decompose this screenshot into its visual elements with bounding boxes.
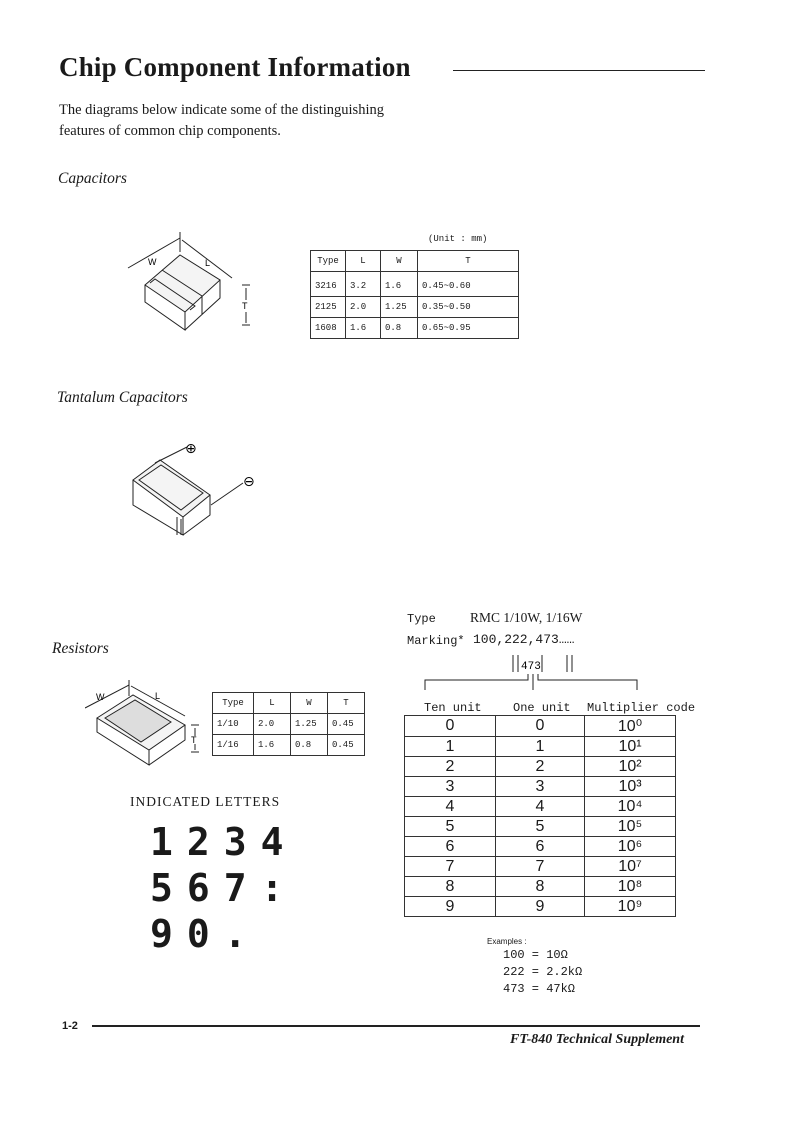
marking-value: 100,222,473…… <box>473 632 575 647</box>
marking-code-table <box>404 715 676 917</box>
table-cell: 10⁶ <box>585 837 676 857</box>
table-cell: 0 <box>405 716 496 737</box>
table-cell: 10³ <box>585 777 676 797</box>
table-cell: 9 <box>496 897 585 917</box>
cap-l-label: L <box>205 258 211 268</box>
table-cell: 3.2 <box>346 272 381 297</box>
table-cell: 1.25 <box>381 297 418 318</box>
table-cell: 5 <box>496 817 585 837</box>
table-cell: 1 <box>405 737 496 757</box>
table-header-cell: W <box>291 693 328 714</box>
table-row <box>405 797 676 817</box>
examples-label: Examples : <box>487 937 527 946</box>
table-cell: 6 <box>496 837 585 857</box>
footer-document-title: FT-840 Technical Supplement <box>510 1032 684 1047</box>
table-cell: 0.45 <box>328 735 365 756</box>
type-value: RMC 1/10W, 1/16W <box>470 610 583 625</box>
table-cell: 0.45~0.60 <box>418 272 519 297</box>
table-cell: 0.35~0.50 <box>418 297 519 318</box>
capacitor-diagram <box>120 230 270 340</box>
table-row <box>405 777 676 797</box>
table-cell: 3216 <box>311 272 346 297</box>
table-header-row <box>311 251 519 272</box>
table-cell: 0.8 <box>381 318 418 339</box>
table-cell: 10⁵ <box>585 817 676 837</box>
table-cell: 7 <box>496 857 585 877</box>
one-unit-header: One unit <box>513 701 571 715</box>
table-cell: 4 <box>496 797 585 817</box>
cap-t-label: T <box>242 301 248 311</box>
table-cell: 0 <box>496 716 585 737</box>
res-w-label: W <box>96 692 105 702</box>
table-row <box>311 318 519 339</box>
table-row <box>405 897 676 917</box>
table-cell: 10² <box>585 757 676 777</box>
marking-sample: 473 <box>521 661 541 673</box>
resistor-table <box>212 692 365 756</box>
table-cell: 1.6 <box>381 272 418 297</box>
table-row <box>405 757 676 777</box>
res-t-label: T <box>191 735 197 745</box>
segment-digits-row-3: 90. <box>150 912 261 956</box>
unit-note: (Unit : mm) <box>428 234 488 244</box>
table-cell: 5 <box>405 817 496 837</box>
table-row <box>405 716 676 737</box>
example-3: 473 = 47kΩ <box>503 982 576 996</box>
table-header-row <box>213 693 365 714</box>
table-cell: 2 <box>405 757 496 777</box>
table-row <box>213 735 365 756</box>
table-cell: 1 <box>496 737 585 757</box>
table-row <box>405 857 676 877</box>
table-cell: 2.0 <box>254 714 291 735</box>
table-cell: 3 <box>405 777 496 797</box>
example-1: 100 = 10Ω <box>503 948 568 962</box>
cap-w-label: W <box>148 257 157 267</box>
table-header-cell: T <box>418 251 519 272</box>
page-number: 1-2 <box>62 1020 78 1032</box>
table-cell: 10⁰ <box>585 716 676 737</box>
table-row <box>311 297 519 318</box>
table-cell: 6 <box>405 837 496 857</box>
minus-terminal-icon: ⊖ <box>243 474 255 490</box>
resistors-heading: Resistors <box>52 640 109 657</box>
table-cell: 1.25 <box>291 714 328 735</box>
marking-label: Marking* <box>407 634 465 648</box>
table-cell: 0.45 <box>328 714 365 735</box>
resistor-diagram <box>85 680 215 775</box>
table-cell: 10⁴ <box>585 797 676 817</box>
title-rule <box>453 70 705 71</box>
plus-terminal-icon: ⊕ <box>185 441 197 457</box>
table-header-cell: Type <box>213 693 254 714</box>
table-cell: 10⁸ <box>585 877 676 897</box>
table-cell: 1608 <box>311 318 346 339</box>
tantalum-diagram <box>125 435 275 545</box>
table-cell: 8 <box>405 877 496 897</box>
table-cell: 0.65~0.95 <box>418 318 519 339</box>
table-row <box>213 714 365 735</box>
marking-breakdown-diagram <box>420 652 690 692</box>
capacitor-table <box>310 250 519 339</box>
segment-digits-row-1: 1234 <box>150 820 298 864</box>
table-header-cell: W <box>381 251 418 272</box>
page-title: Chip Component Information <box>59 52 411 82</box>
indicated-letters-heading: INDICATED LETTERS <box>130 794 281 809</box>
table-cell: 10¹ <box>585 737 676 757</box>
type-label: Type <box>407 612 436 626</box>
table-cell: 1/10 <box>213 714 254 735</box>
table-cell: 0.8 <box>291 735 328 756</box>
table-cell: 8 <box>496 877 585 897</box>
example-2: 222 = 2.2kΩ <box>503 965 583 979</box>
capacitors-heading: Capacitors <box>58 170 127 187</box>
segment-digits-row-2: 567: <box>150 866 298 910</box>
table-cell: 10⁹ <box>585 897 676 917</box>
table-cell: 2 <box>496 757 585 777</box>
table-cell: 3 <box>496 777 585 797</box>
table-row <box>405 737 676 757</box>
table-cell: 9 <box>405 897 496 917</box>
multiplier-code-header: Multiplier code <box>587 701 696 715</box>
table-row <box>405 817 676 837</box>
table-cell: 4 <box>405 797 496 817</box>
table-cell: 1.6 <box>346 318 381 339</box>
table-cell: 7 <box>405 857 496 877</box>
table-row <box>405 877 676 897</box>
table-header-cell: Type <box>311 251 346 272</box>
table-header-cell: L <box>254 693 291 714</box>
ten-unit-header: Ten unit <box>424 701 482 715</box>
intro-paragraph: The diagrams below indicate some of the distinguishing features of common chip components. <box>59 102 384 139</box>
table-cell: 2125 <box>311 297 346 318</box>
table-cell: 2.0 <box>346 297 381 318</box>
table-cell: 10⁷ <box>585 857 676 877</box>
table-cell: 1.6 <box>254 735 291 756</box>
table-header-cell: T <box>328 693 365 714</box>
res-l-label: L <box>155 691 161 701</box>
tantalum-heading: Tantalum Capacitors <box>57 389 188 406</box>
table-header-cell: L <box>346 251 381 272</box>
table-row <box>311 272 519 297</box>
table-row <box>405 837 676 857</box>
footer-rule <box>92 1025 700 1027</box>
table-cell: 1/16 <box>213 735 254 756</box>
